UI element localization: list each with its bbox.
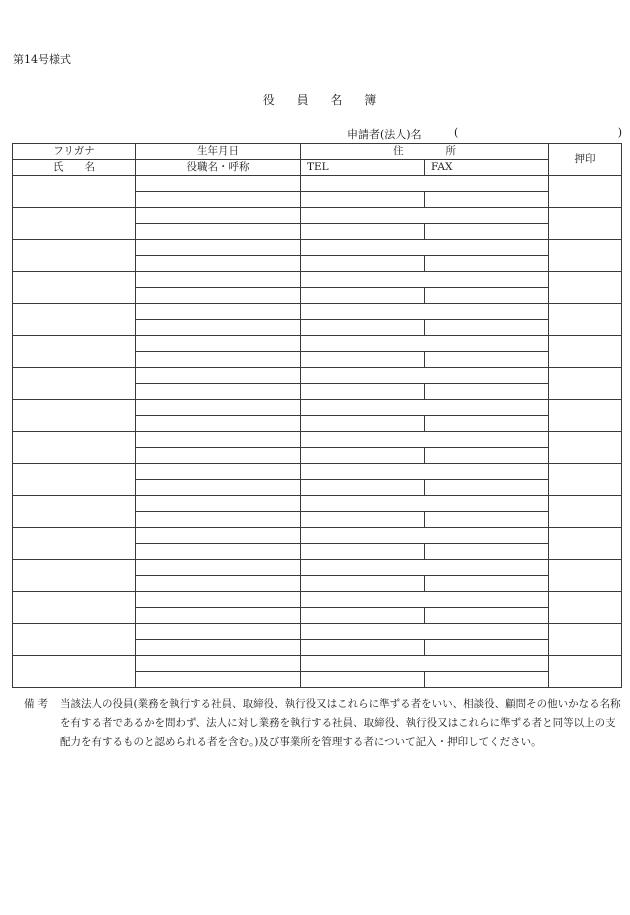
officer-name-cell[interactable]: [13, 656, 136, 688]
form-number: 第14号様式: [13, 53, 71, 66]
birthdate-cell[interactable]: [136, 528, 301, 544]
address-cell[interactable]: [301, 176, 549, 192]
seal-cell[interactable]: [549, 464, 622, 496]
tel-cell[interactable]: [301, 416, 425, 432]
address-cell[interactable]: [301, 496, 549, 512]
officer-entry-row-top: [13, 208, 622, 224]
address-cell[interactable]: [301, 400, 549, 416]
officer-name-cell[interactable]: [13, 528, 136, 560]
fax-header: FAX: [425, 160, 549, 176]
seal-cell[interactable]: [549, 240, 622, 272]
officer-entry-row-top: [13, 592, 622, 608]
address-cell[interactable]: [301, 336, 549, 352]
position-cell[interactable]: [136, 320, 301, 336]
tel-cell[interactable]: [301, 640, 425, 656]
birthdate-cell[interactable]: [136, 560, 301, 576]
remarks-label: 備考: [24, 698, 51, 710]
fax-cell[interactable]: [425, 512, 549, 528]
address-cell[interactable]: [301, 432, 549, 448]
position-cell[interactable]: [136, 224, 301, 240]
officer-entry-row-top: [13, 496, 622, 512]
address-cell[interactable]: [301, 656, 549, 672]
birthdate-cell[interactable]: [136, 400, 301, 416]
position-cell[interactable]: [136, 352, 301, 368]
birthdate-cell[interactable]: [136, 304, 301, 320]
officer-name-cell[interactable]: [13, 560, 136, 592]
officer-name-cell[interactable]: [13, 208, 136, 240]
officer-entry-row-top: [13, 304, 622, 320]
address-cell[interactable]: [301, 272, 549, 288]
header-row-bottom: [13, 160, 622, 176]
position-cell[interactable]: [136, 448, 301, 464]
fax-cell[interactable]: [425, 480, 549, 496]
furigana-header: フリガナ: [13, 144, 136, 160]
fax-cell[interactable]: [425, 672, 549, 688]
position-cell[interactable]: [136, 512, 301, 528]
officer-name-cell[interactable]: [13, 176, 136, 208]
address-cell[interactable]: [301, 624, 549, 640]
position-header: 役職名・呼称: [136, 160, 301, 176]
tel-cell[interactable]: [301, 672, 425, 688]
position-cell[interactable]: [136, 192, 301, 208]
seal-cell[interactable]: [549, 176, 622, 208]
remarks-text: 当該法人の役員(業務を執行する社員、取締役、執行役又はこれらに準ずる者をいい、相談役、顧問その他いかなる名称を有する者であるかを問わず、法人に対し業務を執行する社員、取締役、執行役又はこれらに準ずる者と同等以上の支配力を有するものと認められる者を含む。)及び事業所を管理する者について記入・押印してください。: [60, 698, 621, 748]
position-cell[interactable]: [136, 288, 301, 304]
fax-cell[interactable]: [425, 192, 549, 208]
fax-cell[interactable]: [425, 544, 549, 560]
applicant-open-paren: (: [454, 126, 459, 139]
tel-cell[interactable]: [301, 480, 425, 496]
officer-name-cell[interactable]: [13, 304, 136, 336]
position-cell[interactable]: [136, 480, 301, 496]
tel-cell[interactable]: [301, 576, 425, 592]
tel-cell[interactable]: [301, 544, 425, 560]
address-cell[interactable]: [301, 240, 549, 256]
officer-entry-row-top: [13, 176, 622, 192]
fax-cell[interactable]: [425, 256, 549, 272]
position-cell[interactable]: [136, 416, 301, 432]
officer-entry-row-top: [13, 528, 622, 544]
position-cell[interactable]: [136, 256, 301, 272]
officer-entry-row-top: [13, 464, 622, 480]
fax-cell[interactable]: [425, 224, 549, 240]
birthdate-header: 生年月日: [136, 144, 301, 160]
seal-cell[interactable]: [549, 304, 622, 336]
page-title: 役 員 名 簿: [262, 93, 386, 107]
address-cell[interactable]: [301, 560, 549, 576]
address-cell[interactable]: [301, 368, 549, 384]
address-header: 住 所: [301, 144, 549, 160]
birthdate-cell[interactable]: [136, 464, 301, 480]
fax-cell[interactable]: [425, 640, 549, 656]
officer-entry-row-top: [13, 624, 622, 640]
birthdate-cell[interactable]: [136, 496, 301, 512]
fax-cell[interactable]: [425, 320, 549, 336]
birthdate-cell[interactable]: [136, 432, 301, 448]
seal-cell[interactable]: [549, 624, 622, 656]
birthdate-cell[interactable]: [136, 656, 301, 672]
seal-header: 押印: [549, 144, 622, 176]
officer-name-cell[interactable]: [13, 496, 136, 528]
position-cell[interactable]: [136, 640, 301, 656]
fax-cell[interactable]: [425, 416, 549, 432]
position-cell[interactable]: [136, 576, 301, 592]
birthdate-cell[interactable]: [136, 624, 301, 640]
address-cell[interactable]: [301, 464, 549, 480]
tel-cell[interactable]: [301, 288, 425, 304]
officer-name-cell[interactable]: [13, 368, 136, 400]
tel-cell[interactable]: [301, 608, 425, 624]
birthdate-cell[interactable]: [136, 336, 301, 352]
officer-entry-row-top: [13, 240, 622, 256]
seal-cell[interactable]: [549, 528, 622, 560]
officer-name-cell[interactable]: [13, 592, 136, 624]
position-cell[interactable]: [136, 608, 301, 624]
officer-entry-row-top: [13, 400, 622, 416]
fax-cell[interactable]: [425, 448, 549, 464]
birthdate-cell[interactable]: [136, 592, 301, 608]
applicant-line: [347, 126, 622, 140]
officer-entry-row-top: [13, 560, 622, 576]
applicant-label: 申請者(法人)名: [347, 128, 422, 141]
position-cell[interactable]: [136, 544, 301, 560]
seal-cell[interactable]: [549, 272, 622, 304]
tel-cell[interactable]: [301, 192, 425, 208]
officer-entry-row-top: [13, 272, 622, 288]
seal-cell[interactable]: [549, 208, 622, 240]
seal-cell[interactable]: [549, 656, 622, 688]
tel-cell[interactable]: [301, 256, 425, 272]
officer-entry-row-top: [13, 432, 622, 448]
officer-roster-table: [12, 143, 622, 688]
fax-cell[interactable]: [425, 608, 549, 624]
birthdate-cell[interactable]: [136, 208, 301, 224]
birthdate-cell[interactable]: [136, 272, 301, 288]
officer-name-cell[interactable]: [13, 400, 136, 432]
birthdate-cell[interactable]: [136, 240, 301, 256]
seal-cell[interactable]: [549, 400, 622, 432]
birthdate-cell[interactable]: [136, 368, 301, 384]
officer-entry-row-top: [13, 656, 622, 672]
seal-cell[interactable]: [549, 560, 622, 592]
officer-name-cell[interactable]: [13, 272, 136, 304]
fax-cell[interactable]: [425, 576, 549, 592]
officer-name-cell[interactable]: [13, 624, 136, 656]
officer-name-cell[interactable]: [13, 464, 136, 496]
tel-cell[interactable]: [301, 352, 425, 368]
name-header: 氏 名: [13, 160, 136, 176]
seal-cell[interactable]: [549, 432, 622, 464]
birthdate-cell[interactable]: [136, 176, 301, 192]
position-cell[interactable]: [136, 384, 301, 400]
seal-cell[interactable]: [549, 336, 622, 368]
officer-entry-row-top: [13, 368, 622, 384]
address-cell[interactable]: [301, 304, 549, 320]
tel-cell[interactable]: [301, 224, 425, 240]
officer-name-cell[interactable]: [13, 432, 136, 464]
tel-header: TEL: [301, 160, 425, 176]
address-cell[interactable]: [301, 592, 549, 608]
header-row-top: [13, 144, 622, 160]
seal-cell[interactable]: [549, 368, 622, 400]
officer-entry-row-top: [13, 336, 622, 352]
fax-cell[interactable]: [425, 352, 549, 368]
tel-cell[interactable]: [301, 320, 425, 336]
officer-name-cell[interactable]: [13, 336, 136, 368]
tel-cell[interactable]: [301, 512, 425, 528]
seal-cell[interactable]: [549, 496, 622, 528]
tel-cell[interactable]: [301, 384, 425, 400]
address-cell[interactable]: [301, 208, 549, 224]
officer-name-cell[interactable]: [13, 240, 136, 272]
tel-cell[interactable]: [301, 448, 425, 464]
fax-cell[interactable]: [425, 288, 549, 304]
applicant-close-paren: ): [617, 126, 622, 139]
seal-cell[interactable]: [549, 592, 622, 624]
fax-cell[interactable]: [425, 384, 549, 400]
position-cell[interactable]: [136, 672, 301, 688]
address-cell[interactable]: [301, 528, 549, 544]
